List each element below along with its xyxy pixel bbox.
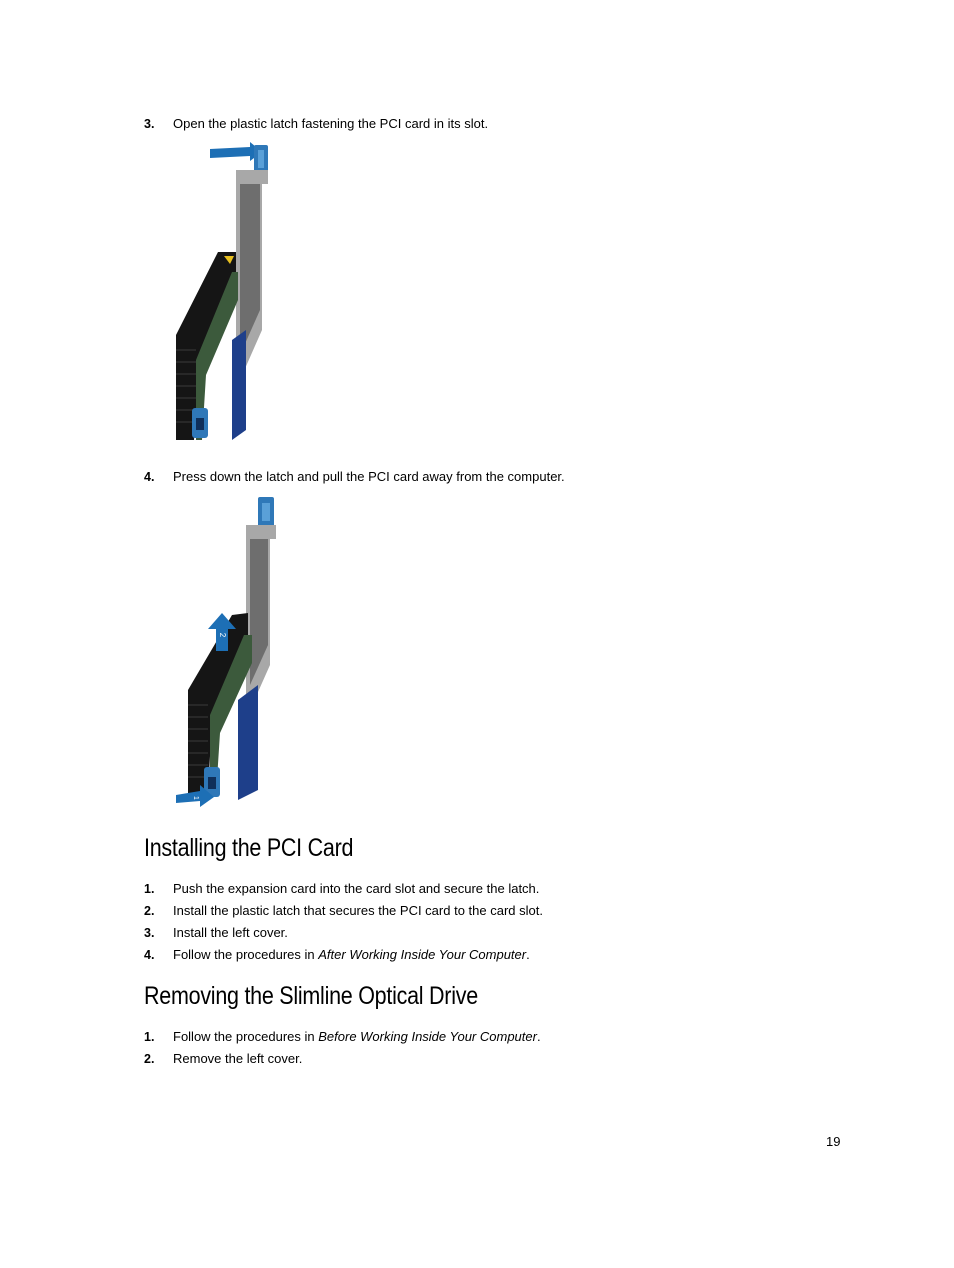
step-text: Remove the left cover. bbox=[173, 1051, 303, 1066]
cross-reference-link[interactable]: Before Working Inside Your Computer bbox=[318, 1029, 537, 1044]
step-number: 1. bbox=[144, 882, 155, 896]
step-text: Press down the latch and pull the PCI card away from the computer. bbox=[173, 469, 565, 484]
callout-1: 1 bbox=[192, 796, 199, 800]
slot bbox=[232, 330, 246, 440]
step-number: 1. bbox=[144, 1030, 155, 1044]
section-heading-removing-optical: Removing the Slimline Optical Drive bbox=[144, 982, 478, 1010]
step-text-before: Follow the procedures in bbox=[173, 947, 319, 962]
page-number: 19 bbox=[826, 1134, 841, 1149]
step-text-after: . bbox=[536, 1029, 541, 1044]
step-number: 3. bbox=[144, 926, 155, 940]
step-number: 4. bbox=[144, 948, 155, 962]
step-number: 3. bbox=[144, 117, 155, 131]
step-text: Push the expansion card into the card slot and secure the latch. bbox=[173, 881, 540, 896]
step-text bbox=[173, 1029, 541, 1045]
figure-pull-card bbox=[170, 495, 290, 810]
step-text: Install the left cover. bbox=[173, 925, 288, 940]
section-heading-installing-pci: Installing the PCI Card bbox=[144, 834, 354, 862]
step-text: Open the plastic latch fastening the PCI card in its slot. bbox=[173, 116, 489, 131]
step-number: 4. bbox=[144, 470, 155, 484]
step-text: Install the plastic latch that secures the PCI card to the card slot. bbox=[173, 903, 543, 918]
step-text bbox=[173, 947, 530, 963]
step-number: 2. bbox=[144, 1052, 155, 1066]
slot bbox=[238, 685, 258, 800]
callout-2: 2 bbox=[218, 632, 227, 638]
step-text-before: Follow the procedures in bbox=[173, 1029, 319, 1044]
step-number: 2. bbox=[144, 904, 155, 918]
cross-reference-link[interactable]: After Working Inside Your Computer bbox=[318, 947, 527, 962]
figure-open-latch bbox=[170, 140, 280, 450]
step-text-after: . bbox=[526, 947, 530, 962]
